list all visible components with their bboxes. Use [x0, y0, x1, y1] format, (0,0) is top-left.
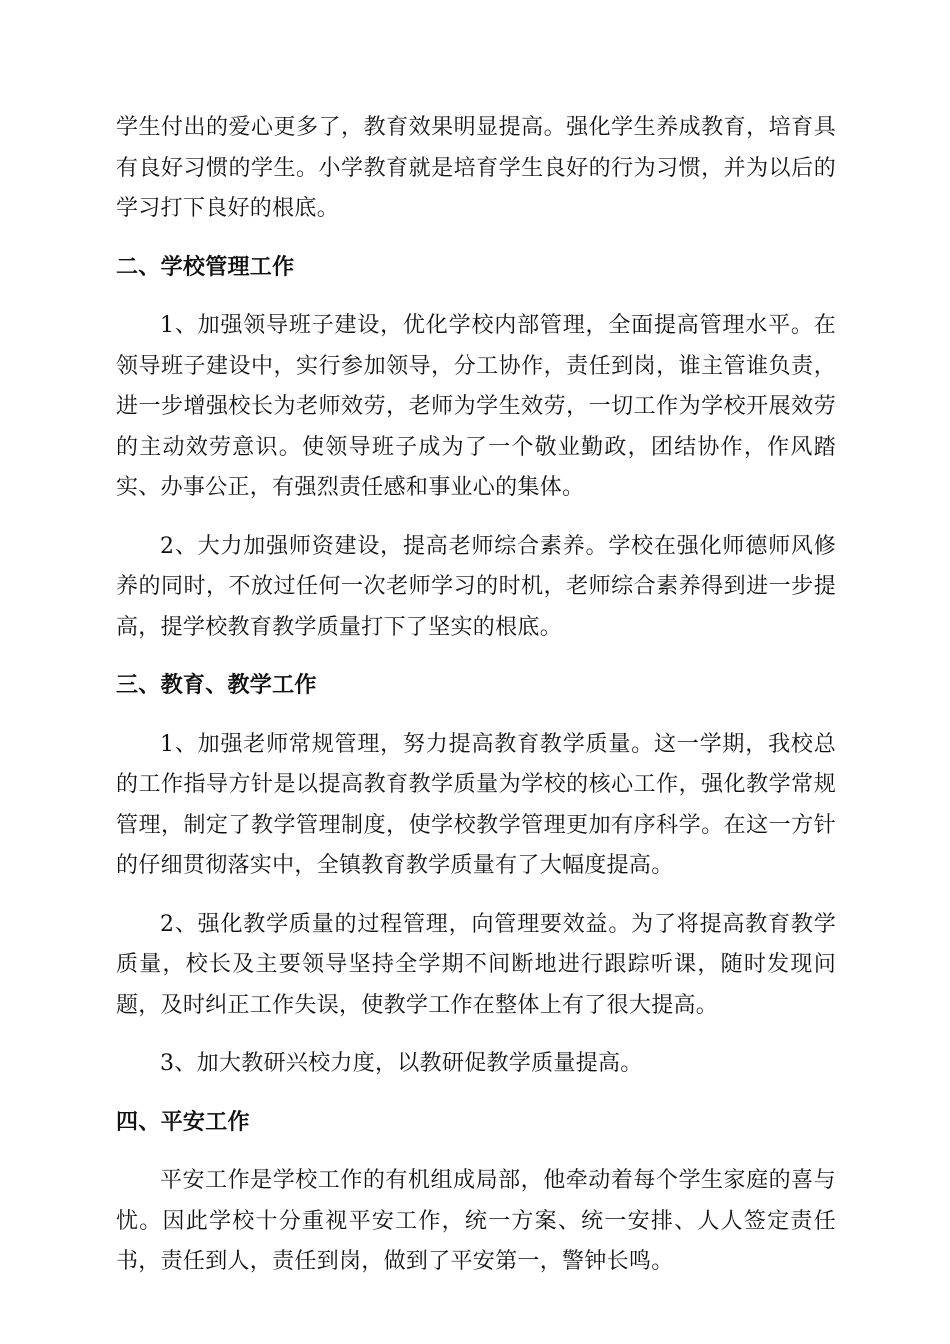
- paragraph-teaching-research: 3、加大教研兴校力度，以教研促教学质量提高。: [160, 1051, 643, 1076]
- paragraph-routine-management: 1、加强老师常规管理，努力提高教育教学质量。这一学期，我校总的工作指导方针是以提高教育教学质量为学校的核心工作，强化教学常规管理，制定了教学管理制度，使学校教学管理更加有序科学。在这一方针的仔细贯彻落实中，全镇教育教学质量有了大幅度提高。: [116, 731, 836, 878]
- section-heading-safety: 四、平安工作: [116, 1109, 250, 1135]
- section-heading-school-management: 二、学校管理工作: [116, 254, 295, 280]
- section-heading-education-teaching: 三、教育、教学工作: [116, 673, 317, 698]
- document-body: [116, 108, 836, 1301]
- paragraph-leadership-team: 1、加强领导班子建设，优化学校内部管理，全面提高管理水平。在领导班子建设中，实行参加领导，分工协作，责任到岗，谁主管谁负责，进一步增强校长为老师效劳，老师为学生效劳，一切工作为学校开展效劳的主动效劳意识。使领导班子成为了一个敬业勤政，团结协作，作风踏实、办事公正，有强烈责任感和事业心的集体。: [116, 313, 836, 500]
- paragraph-process-management: 2、强化教学质量的过程管理，向管理要效益。为了将提高教育教学质量，校长及主要领导坚持全学期不间断地进行跟踪听课，随时发现问题，及时纠正工作失误，使教学工作在整体上有了很大提高。: [116, 911, 836, 1018]
- paragraph-safety-work: 平安工作是学校工作的有机组成局部，他牵动着每个学生家庭的喜与忧。因此学校十分重视平安工作，统一方案、统一安排、人人签定责任书，责任到人，责任到岗，做到了平安第一，警钟长鸣。: [116, 1168, 836, 1274]
- paragraph-teacher-development: 2、大力加强师资建设，提高老师综合素养。学校在强化师德师风修养的同时，不放过任何一次老师学习的时机，老师综合素养得到进一步提高，提学校教育教学质量打下了坚实的根底。: [116, 533, 836, 640]
- paragraph-intro-continuation: 学生付出的爱心更多了，教育效果明显提高。强化学生养成教育，培育具有良好习惯的学生。小学教育就是培育学生良好的行为习惯，并为以后的学习打下良好的根底。: [116, 115, 836, 221]
